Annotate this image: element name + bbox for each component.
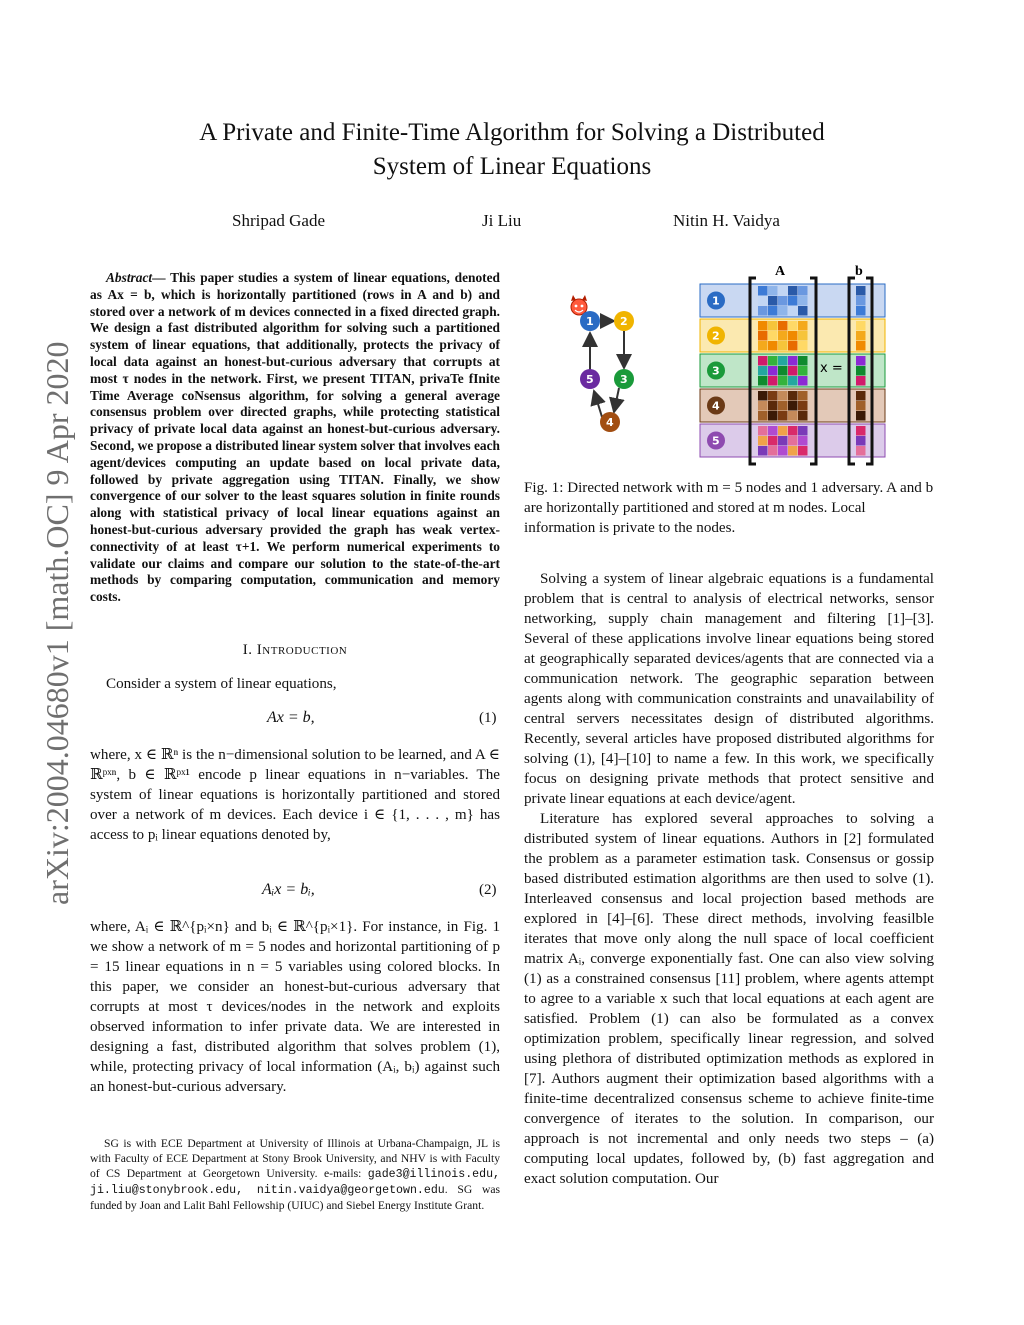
matrix-a-label: A [775, 264, 786, 279]
matrix-a-cell [758, 376, 768, 386]
matrix-a-cell [768, 376, 778, 386]
section-heading-introduction: I. Introduction [242, 642, 348, 658]
graph-node-4-label: 4 [606, 416, 614, 429]
vector-b-cell [856, 296, 866, 306]
author-2: Ji Liu [482, 211, 522, 230]
matrix-a-cell [798, 356, 808, 366]
matrix-row-number: 5 [712, 434, 720, 448]
matrix-a-cell [778, 426, 788, 436]
matrix-a-cell [768, 306, 778, 316]
matrix-a-cell [768, 436, 778, 446]
matrix-a-cell [798, 411, 808, 421]
vector-b-cell [856, 401, 866, 411]
matrix-a-cell [798, 296, 808, 306]
matrix-a-cell [798, 321, 808, 331]
matrix-a-cell [768, 366, 778, 376]
matrix-a-cell [798, 436, 808, 446]
vector-b-label: b [855, 264, 863, 279]
arxiv-identifier: arXiv:2004.04680v1 [math.OC] 9 Apr 2020 [39, 341, 75, 905]
times-equals-label: x = [820, 361, 843, 376]
paper-title [130, 116, 894, 184]
matrix-a-cell [778, 356, 788, 366]
edge-4-5 [594, 391, 602, 417]
matrix-a-cell [768, 321, 778, 331]
matrix-a-cell [788, 306, 798, 316]
edge-3-4 [614, 388, 619, 412]
matrix-a-cell [788, 376, 798, 386]
title-line-1: A Private and Finite-Time Algorithm for Solving a Distributed [199, 119, 825, 146]
matrix-a-cell [788, 296, 798, 306]
matrix-a-cell [768, 341, 778, 351]
matrix-a-cell [758, 366, 768, 376]
matrix-a-cell [758, 391, 768, 401]
partitioned-matrix [700, 284, 885, 457]
matrix-a-cell [758, 426, 768, 436]
vector-b-cell [856, 331, 866, 341]
matrix-a-cell [768, 391, 778, 401]
matrix-a-cell [798, 331, 808, 341]
matrix-a-cell [798, 401, 808, 411]
matrix-a-cell [758, 306, 768, 316]
matrix-a-cell [758, 331, 768, 341]
matrix-row-number: 1 [712, 294, 720, 308]
vector-b-cell [856, 411, 866, 421]
matrix-a-cell [778, 411, 788, 421]
paragraph-where-2: where, Aᵢ ∈ ℝ^{pᵢ×n} and bᵢ ∈ ℝ^{pᵢ×1}. For instance, in Fig. 1 we show a network of m = 5 nodes and horizontal partitioning of p = 15 linear equations in n = 5 variables using colored blocks. In this paper, we consider an honest-but-curious adversary that corrupts at most τ devices/nodes in the network and exploits observed information to infer private data. We are interested in designing a fast, distributed algorithm that solves problem (1), while, protecting privacy of local information (Aᵢ, bᵢ) against such an honest-but-curious adversary. [90, 919, 500, 1095]
matrix-a-cell [788, 426, 798, 436]
figure-1-graphic [560, 262, 900, 472]
matrix-a-cell [788, 331, 798, 341]
matrix-a-cell [798, 376, 808, 386]
intro-lead: Consider a system of linear equations, [106, 676, 337, 692]
graph-node-1-label: 1 [586, 315, 594, 328]
matrix-a-cell [788, 391, 798, 401]
matrix-a-cell [798, 366, 808, 376]
matrix-row-number: 2 [712, 329, 720, 343]
matrix-a-cell [798, 446, 808, 456]
matrix-a-cell [778, 341, 788, 351]
paragraph-right-1: Solving a system of linear algebraic equations is a fundamental problem that is central to analysis of electrical networks, sensor networking, supply chain management and filtering [1]–[3]. Several of these applications involve linear equations being stored at geographically separated devices/agents that are connected via a communication network. The geographic separation between agents along with communication constraints and unavailability of central servers necessitates design of distributed algorithms. Recently, several articles have proposed distributed algorithms for solving (1), [4]–[10] to name a few. In this work, we specifically focus on designing private methods that protect sensitive and private linear equations at each device/agent. [524, 571, 934, 807]
matrix-a-cell [768, 286, 778, 296]
matrix-row-number: 3 [712, 364, 720, 378]
matrix-a-cell [778, 391, 788, 401]
right-column [524, 569, 934, 1189]
matrix-a-cell [788, 286, 798, 296]
vector-b-cell [856, 376, 866, 386]
matrix-row-number: 4 [712, 399, 720, 413]
equation-2: Aᵢx = bᵢ, [262, 881, 315, 898]
matrix-a-cell [778, 331, 788, 341]
matrix-a-cell [778, 321, 788, 331]
matrix-a-cell [768, 331, 778, 341]
graph-node-2-label: 2 [620, 315, 628, 328]
vector-b-cell [856, 306, 866, 316]
matrix-a-cell [768, 411, 778, 421]
author-1: Shripad Gade [232, 211, 326, 230]
matrix-a-cell [758, 341, 768, 351]
matrix-a-cell [788, 341, 798, 351]
matrix-a-cell [798, 286, 808, 296]
matrix-a-cell [778, 401, 788, 411]
matrix-a-cell [788, 321, 798, 331]
paragraph-right-2: Literature has explored several approaches to solving a distributed system of linear equations. Authors in [2] formulated the problem as a parameter estimation task. Consensus or gossip based distributed estimation algorithms are then used to solve (1). Interleaved consensus and local projection based methods are explored in [4]–[6]. These direct methods, involving feasilble iterates that move only along the null space of local coefficient matrix Aᵢ, converge exponentially fast. One can also view solving (1) as a constrained consensus [11] problem, where agents attempt to agree to a variable x such that local equations at each agent are satisfied. Problem (1) can also be formulated as a convex optimization problem, specifically linear regression, and solved using plethora of distributed optimization methods as explored in [7]. Authors augment their optimization based algorithms with a finite-time decentralized consensus scheme to achieve finite-time convergence of iterates to the solution. In comparison, our approach is not incremental and only needs two steps – (a) computing local updates, followed by, (b) fast aggregation and exact solution computation. Our [524, 811, 934, 1187]
matrix-a-cell [778, 436, 788, 446]
matrix-a-cell [798, 391, 808, 401]
title-line-2: System of Linear Equations [372, 153, 652, 180]
figure-1-caption: Fig. 1: Directed network with m = 5 nodes and 1 adversary. A and b are horizontally partitioned and stored at m nodes. Local information is private to the nodes. [524, 480, 934, 536]
equation-2-number: (2) [479, 882, 497, 898]
graph-node-3-label: 3 [620, 373, 628, 386]
matrix-a-cell [778, 286, 788, 296]
figure-1 [560, 262, 900, 472]
matrix-a-cell [768, 401, 778, 411]
matrix-a-cell [788, 411, 798, 421]
matrix-a-cell [758, 296, 768, 306]
matrix-a-cell [788, 356, 798, 366]
matrix-a-cell [788, 446, 798, 456]
abstract-label: Abstract [106, 270, 153, 285]
paragraph-where-1: where, x ∈ ℝⁿ is the n−dimensional solution to be learned, and A ∈ ℝᵖˣⁿ, b ∈ ℝᵖˣ¹ encode p linear equations in n−variables. The system of linear equations is horizontally partitioned and stored over a network of m devices. Each device i ∈ {1, . . . , m} has access to pᵢ linear equations denoted by, [90, 747, 500, 843]
vector-b-cell [856, 446, 866, 456]
matrix-a-cell [788, 401, 798, 411]
matrix-a-cell [758, 356, 768, 366]
matrix-a-cell [788, 366, 798, 376]
matrix-a-cell [758, 411, 768, 421]
vector-b-cell [856, 286, 866, 296]
matrix-a-cell [758, 436, 768, 446]
footnote-emails: gade3@illinois.edu, ji.liu@stonybrook.edu, nitin.vaidya@georgetown.edu [90, 1168, 500, 1197]
equation-1: Ax = b, [267, 709, 315, 726]
matrix-a-cell [768, 296, 778, 306]
matrix-a-cell [758, 286, 768, 296]
vector-b-cell [856, 321, 866, 331]
vector-b-cell [856, 366, 866, 376]
matrix-a-cell [768, 446, 778, 456]
vector-b-cell [856, 436, 866, 446]
matrix-a-cell [798, 306, 808, 316]
vector-b-cell [856, 341, 866, 351]
matrix-a-cell [778, 366, 788, 376]
matrix-a-cell [798, 426, 808, 436]
footnote: SG is with ECE Department at University of Illinois at Urbana-Champaign, JL is with Faculty of ECE Department at Stony Brook University, and NHV is with Faculty of CS Department at Georgetown University. e-mails: gade3@illinois.edu, ji.liu@stonybrook.edu, nitin.vaidya@georgetown.edu. SG was funded by Joan and Lalit Bahl Fellowship (UIUC) and Siebel Energy Institute Grant. [90, 1137, 500, 1212]
equation-1-number: (1) [479, 710, 497, 726]
graph-node-5-label: 5 [586, 373, 594, 386]
vector-b-cell [856, 426, 866, 436]
matrix-a-cell [788, 436, 798, 446]
matrix-a-cell [758, 321, 768, 331]
matrix-a-cell [798, 341, 808, 351]
network-graph [571, 295, 634, 432]
matrix-a-cell [768, 356, 778, 366]
matrix-a-cell [778, 306, 788, 316]
matrix-a-cell [758, 446, 768, 456]
matrix-a-cell [758, 401, 768, 411]
vector-b-cell [856, 356, 866, 366]
devil-face-icon [571, 295, 587, 315]
matrix-a-cell [768, 426, 778, 436]
vector-b-cell [856, 391, 866, 401]
matrix-a-cell [778, 376, 788, 386]
abstract [90, 270, 500, 606]
abstract-text: — This paper studies a system of linear equations, denoted as Ax = b, which is horizontally partitioned (rows in A and b) and stored over a network of m devices connected in a fixed directed graph. We design a fast distributed algorithm for solving such a partitioned system of linear equations, that additionally, protects the privacy of local data against an honest-but-curious adversary that corrupts at most τ nodes in the network. First, we present TITAN, privaTe fInite Time Average coNsensus algorithm, for solving a general average consensus problem over directed graphs, while protecting statistical privacy of private local data against an honest-but-curious adversary. Second, we propose a distributed linear system solver that involves each agent/devices computing an update based on local private data, followed by private aggregation using TITAN. Finally, we show convergence of our solver to the least squares solution in finite rounds along with statistical privacy of local linear equations against an honest-but-curious adversary provided the graph has weak vertex-connectivity of at least τ+1. We perform numerical experiments to validate our claims and compare our solution to the state-of-the-art methods by comparing computation, communication and memory costs. [90, 270, 500, 605]
matrix-a-cell [778, 296, 788, 306]
author-3: Nitin H. Vaidya [673, 211, 780, 230]
matrix-a-cell [778, 446, 788, 456]
